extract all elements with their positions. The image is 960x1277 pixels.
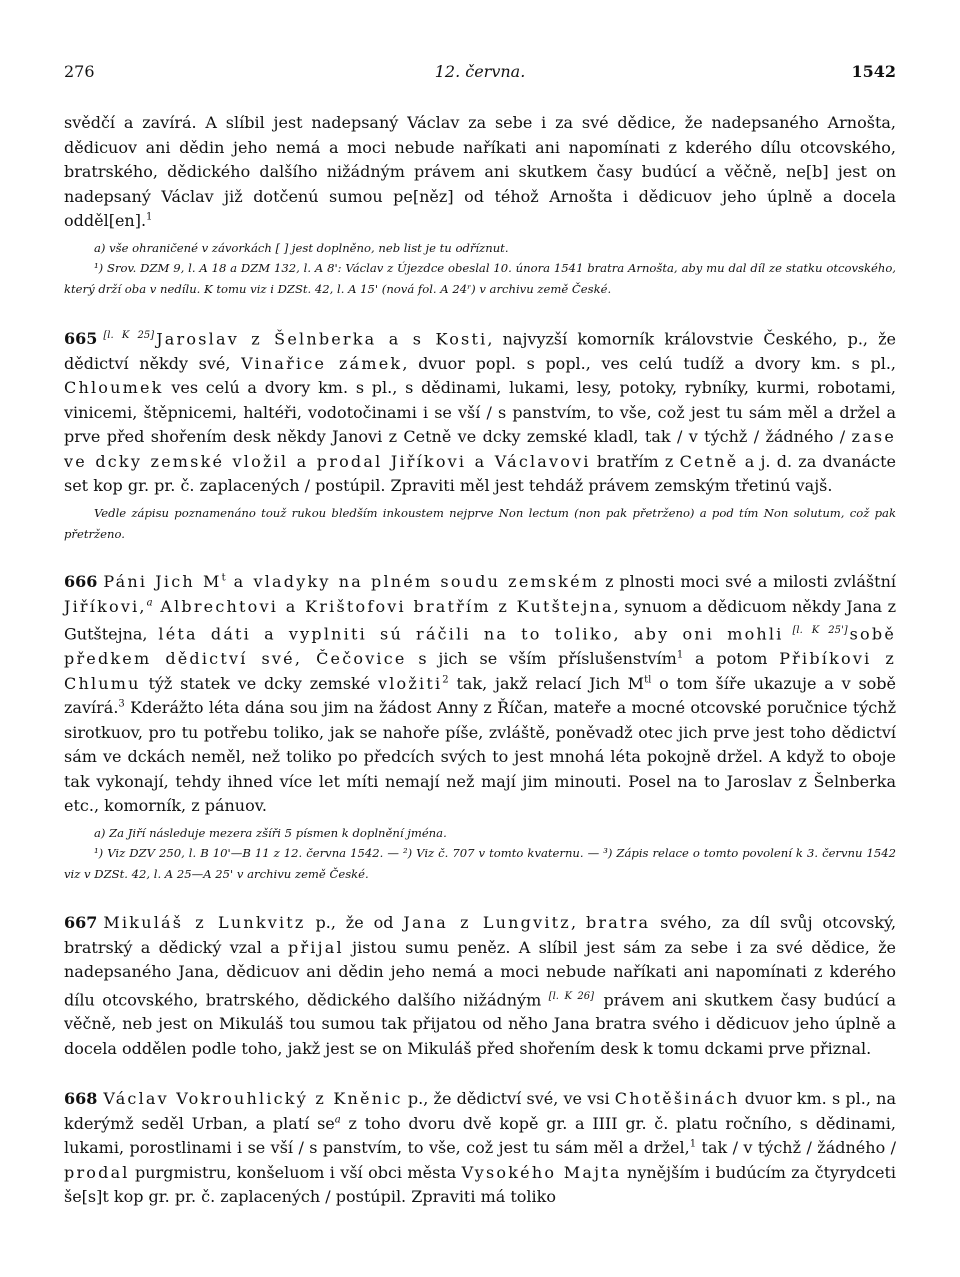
footnote-1: ¹) Srov. DZM 9, l. A 18 a DZM 132, l. A 8': Václav z Újezdce obeslal 10. února 1541 bratra Arnošta, aby mu dal díl ze statku otcovského, který drží oba v nedílu. K tomu viz i DZSt. 42, l. A 15' (nová fol. A 24ʳ) v archivu země České. [64,261,896,297]
header-date: 12. června. [434,62,526,81]
entry-667: 667 Mikuláš z Lunkvitz p., že od Jana z Lungvitz, bratra svého, za díl svůj otcovský, bratrský a dědický vzal a přijal jistou sumu peněz. A slíbil jest sám za sebe i za své dědice, že nadepsaného Jana, dědicuov ani dědin jeho nemá a moci nebude naříkati ani napomínati z kderého dílu otcovského, bratrského, dědického dalšího nižádným [l. K 26] právem ani skutkem časy budúcí a věčně, neb jest on Mikuláš tou sumou tak přijatou od něho Jana bratra svého i dědicuov jeho úplně a docela oddělen podle toho, jakž jest se on Mikuláš před shořením desk k tomu dckami prve přiznal. [64,913,897,1058]
continuation-paragraph: svědčí a zavírá. A slíbil jest nadepsaný Václav za sebe i za své dědice, že nadepsaného Arnošta, dědicuov ani dědin jeho nemá a moci nebude naříkati ani napomínati z kderého dílu otcovského, bratrského, dědického dalšího nižádným právem ani skutkem časy budúcí a věčně, ne[b] jest on nadepsaný Václav již dotčenú sumou pe[něz] od téhož Arnošta i dědicuov jeho úplně a docela odděl[en].$^1$ [64,113,896,230]
entry-666-note-a: a) Za Jiří následuje mezera zšíři 5 písmen k doplnění jména. [94,825,447,840]
entry-665-note: Vedle zápisu poznamenáno touž rukou bledším inkoustem nejprve Non lectum (non pak přetrženo) a pod tím Non solutum, což pak přetrženo. [64,505,896,541]
entry-number: 666 [64,572,98,592]
entry-668: 668 Václav Vokrouhlický z Kněnic p., že dědictví své, ve vsi Chotěšinách dvuor km. s pl., na kderýmž seděl Urban, a platí $se^a$ z toho dvoru dvě kopě gr. a IIII gr. č. platu ročního, s dědinami, lukami, porostlinami i se vší / s panstvím, to vše, což jest tu sám měl a držel,$^1$ tak / v týchž / žádného / prodal purgmistru, konšeluom i vší obci města Vysokého Majta nynějším i budúcím za čtyrydceti še[s]t kop gr. pr. č. zaplacených / postúpil. Zpraviti má toliko [64,1089,897,1207]
running-header [64,62,896,86]
entry-666: 666 Páni Jich $M^t$ a vladyky na plném soudu zemském z plnosti moci své a milosti zvláštní Jiříkovi,$^a$ Albrechtovi a Krištofovi bratřím z Kutštejna, synuom a dědicuom někdy Jana z Gutštejna, léta dáti a vyplniti sú ráčili na to toliko, aby oni mohli [l. K 25'] sobě předkem dědictví své, Čečovice s jich se vším příslušenstvím$^1$ a potom Přibíkovi z Chlumu týž statek ve dcky zemské vložiti$^2$ tak, jakž relací Jich $M^{tl}$ o tom šíře ukazuje a v sobě zavírá.$^3$ Kderážto léta dána sou jim na žádost Anny z Říčan, mateře a mocné otcovské poručnice týchž sirotkuov, pro tu potřebu toliko, jak se nahoře píše, zvláště, poněvadž otec jich prve jest toho dědictví sám ve dckách neměl, než toliko po předcích svých to jest mnohá léta pokojně držel. A když to oboje tak vykonají, tehdy ihned více let míti nemají než mají jim minouti. Posel na to Jaroslav z Šelnberka etc., komorník, z pánuov. [64,572,897,816]
folio-ref: [l. K 25] [103,329,155,341]
entry-number: 667 [64,913,98,933]
folio-ref: [l. K 26] [548,990,595,1002]
footnote-a: a) vše ohraničené v závorkách [ ] jest doplněno, neb list je tu odříznut. [94,240,509,255]
header-year: 1542 [851,62,896,81]
entry-number: 668 [64,1089,98,1109]
folio-ref: [l. K 25'] [783,625,848,637]
document-page [64,0,896,1277]
page-number: 276 [64,62,95,81]
entry-665: 665 [l. K 25] Jaroslav z Šelnberka a s Kosti, najvyzší komorník královstvie Českého, p., že dědictví někdy své, Vinařice zámek, dvuor popl. s popl., ves celú tudíž a dvory km. s pl., Chloumek ves celú a dvory km. s pl., s dědinami, lukami, lesy, potoky, rybníky, kurmi, robotami, vinicemi, štěpnicemi, haltéři, vodotočinami i se vší / s panstvím, to vše, což jest tu sám měl a držel a prve před shořením desk někdy Janovi z Cetně ve dcky zemské kladl, tak / v týchž / žádného / zase ve dcky zemské vložil a prodal Jiříkovi a Václavovi bratřím z Cetně a j. d. za dvanácte set kop gr. pr. č. zaplacených / postúpil. Zpraviti měl jest tehdáž právem zemským třetinú vajš. [64,329,897,496]
entry-666-note-1: ¹) Viz DZV 250, l. B 10'—B 11 z 12. června 1542. — ²) Viz č. 707 v tomto kvaternu. — ³) Zápis relace o tomto povolení k 3. červnu 1542 viz v DZSt. 42, l. A 25—A 25' v archivu země České. [64,846,896,882]
page-content [64,111,896,1210]
entry-number: 665 [64,329,98,349]
